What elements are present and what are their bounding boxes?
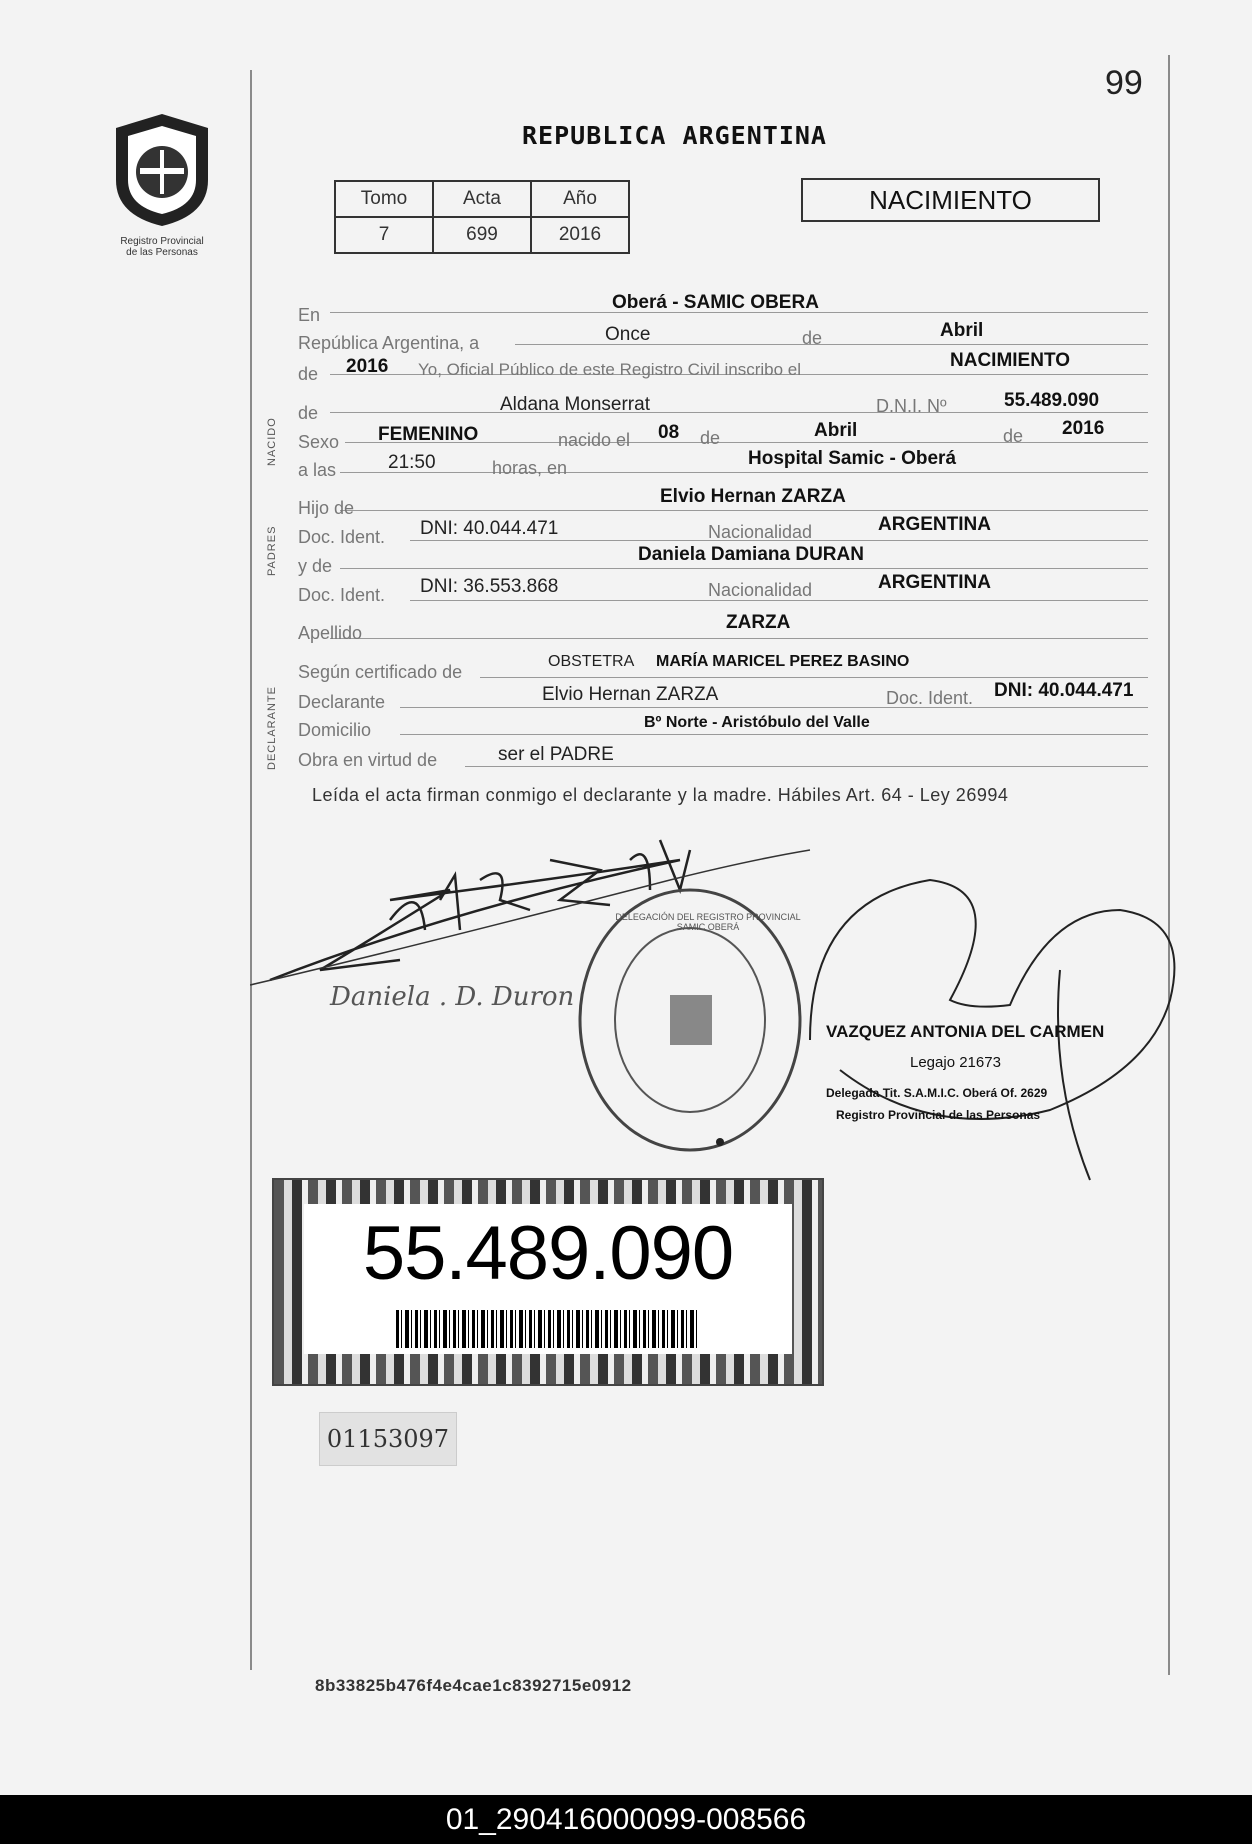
label-declarante: Declarante: [298, 692, 386, 712]
official-legajo: Legajo 21673: [910, 1054, 1001, 1071]
official-name: VAZQUEZ ANTONIA DEL CARMEN: [826, 1022, 1105, 1041]
document-hash: 8b33825b476f4e4cae1c8392715e0912: [315, 1676, 632, 1695]
value-virtud: ser el PADRE: [498, 744, 614, 765]
label-de-name: de: [298, 403, 319, 423]
act-type-box: NACIMIENTO: [801, 178, 1100, 222]
value-madre-nac: ARGENTINA: [878, 572, 991, 593]
reference-table: [334, 180, 630, 254]
value-lugar-nac: Hospital Samic - Oberá: [748, 448, 957, 469]
value-cert-prefix: OBSTETRA: [548, 653, 635, 670]
form-line: [330, 412, 1148, 413]
label-obra-virtud: Obra en virtud de: [298, 750, 438, 770]
label-y-de: y de: [298, 556, 333, 576]
barcode-bars-icon: [396, 1310, 700, 1348]
ref-value-anio: 2016: [531, 217, 629, 253]
barcode-label: [304, 1204, 792, 1354]
label-nacionalidad-1: Nacionalidad: [708, 522, 813, 542]
label-horas-en: horas, en: [492, 458, 568, 478]
value-madre: Daniela Damiana DURAN: [638, 544, 864, 565]
label-doc-ident-2: Doc. Ident.: [298, 585, 386, 605]
ref-header-anio: Año: [531, 181, 629, 217]
value-hora: 21:50: [388, 452, 436, 473]
form-line: [330, 638, 1148, 639]
seal-text: DELEGACIÓN DEL REGISTRO PROVINCIAL SAMIC OBERÁ: [615, 912, 801, 932]
document-title: REPUBLICA ARGENTINA: [522, 121, 827, 150]
value-declarante: Elvio Hernan ZARZA: [542, 684, 719, 705]
page-number: 99: [1105, 64, 1143, 102]
label-yo-oficial: Yo, Oficial Público de este Registro Civil inscribo el: [418, 360, 801, 379]
value-lugar: Oberá - SAMIC OBERA: [612, 292, 819, 313]
form-line: [340, 472, 1148, 473]
ref-header-acta: Acta: [433, 181, 531, 217]
label-nacido-el: nacido el: [558, 430, 631, 450]
value-nac-anio: 2016: [1062, 418, 1105, 439]
form-line: [465, 766, 1148, 767]
value-domicilio: Bº Norte - Aristóbulo del Valle: [644, 714, 870, 731]
value-mes: Abril: [940, 320, 984, 341]
form-line: [400, 734, 1148, 735]
registry-logo-icon: [108, 110, 216, 230]
footer-identifier: 01_290416000099-008566: [0, 1795, 1252, 1844]
value-dia: Once: [605, 324, 651, 345]
value-acto: NACIMIENTO: [950, 350, 1070, 371]
stamp-number: 01153097: [319, 1412, 457, 1466]
form-line: [340, 510, 1148, 511]
label-de-b2: de: [1003, 426, 1024, 446]
label-hijo-de: Hijo de: [298, 498, 355, 518]
label-a-las: a las: [298, 460, 337, 480]
mother-signature-text: Daniela . D. Duron: [330, 982, 575, 1012]
barcode-sticker: [272, 1178, 824, 1386]
official-cargo: Delegada Tit. S.A.M.I.C. Oberá Of. 2629: [826, 1086, 1048, 1100]
value-nac-mes: Abril: [814, 420, 858, 441]
label-de-b1: de: [700, 428, 721, 448]
legal-text: Leída el acta firman conmigo el declarante y la madre. Hábiles Art. 64 - Ley 26994: [312, 785, 1009, 805]
section-label-parents: PADRES: [266, 525, 278, 576]
value-nac-dia: 08: [658, 422, 680, 443]
official-registro: Registro Provincial de las Personas: [836, 1108, 1041, 1122]
section-label-declarant: DECLARANTE: [266, 686, 278, 770]
value-nombre: Aldana Monserrat: [500, 394, 650, 415]
value-declarante-dni: DNI: 40.044.471: [994, 680, 1134, 701]
label-sexo: Sexo: [298, 432, 340, 452]
value-apellido: ZARZA: [726, 612, 791, 633]
label-segun-cert: Según certificado de: [298, 662, 463, 682]
label-de-month: de: [802, 328, 823, 348]
value-padre-nac: ARGENTINA: [878, 514, 991, 535]
value-padre-dni: DNI: 40.044.471: [420, 518, 559, 539]
label-republica: República Argentina, a: [298, 333, 480, 353]
label-dni-no: D.N.I. Nº: [876, 396, 947, 416]
label-nacionalidad-2: Nacionalidad: [708, 580, 813, 600]
value-sexo: FEMENINO: [378, 424, 479, 445]
label-apellido: Apellido: [298, 623, 363, 643]
label-doc-ident-1: Doc. Ident.: [298, 527, 386, 547]
label-de-year: de: [298, 364, 319, 384]
form-line: [480, 677, 1148, 678]
value-anio: 2016: [346, 356, 389, 377]
label-doc-ident-decl: Doc. Ident.: [886, 688, 974, 708]
ref-header-tomo: Tomo: [335, 181, 433, 217]
value-madre-dni: DNI: 36.553.868: [420, 576, 559, 597]
value-padre: Elvio Hernan ZARZA: [660, 486, 846, 507]
ref-value-tomo: 7: [335, 217, 433, 253]
form-line: [400, 707, 1148, 708]
label-en: En: [298, 305, 321, 325]
logo-caption: Registro Provincial de las Personas: [120, 236, 204, 258]
section-label-born: NACIDO: [266, 417, 278, 466]
ref-value-acta: 699: [433, 217, 531, 253]
barcode-number: 55.489.090: [362, 1211, 734, 1296]
value-dni: 55.489.090: [1004, 390, 1100, 411]
value-cert-name: MARÍA MARICEL PEREZ BASINO: [656, 653, 910, 670]
form-line: [340, 568, 1148, 569]
label-domicilio: Domicilio: [298, 720, 372, 740]
